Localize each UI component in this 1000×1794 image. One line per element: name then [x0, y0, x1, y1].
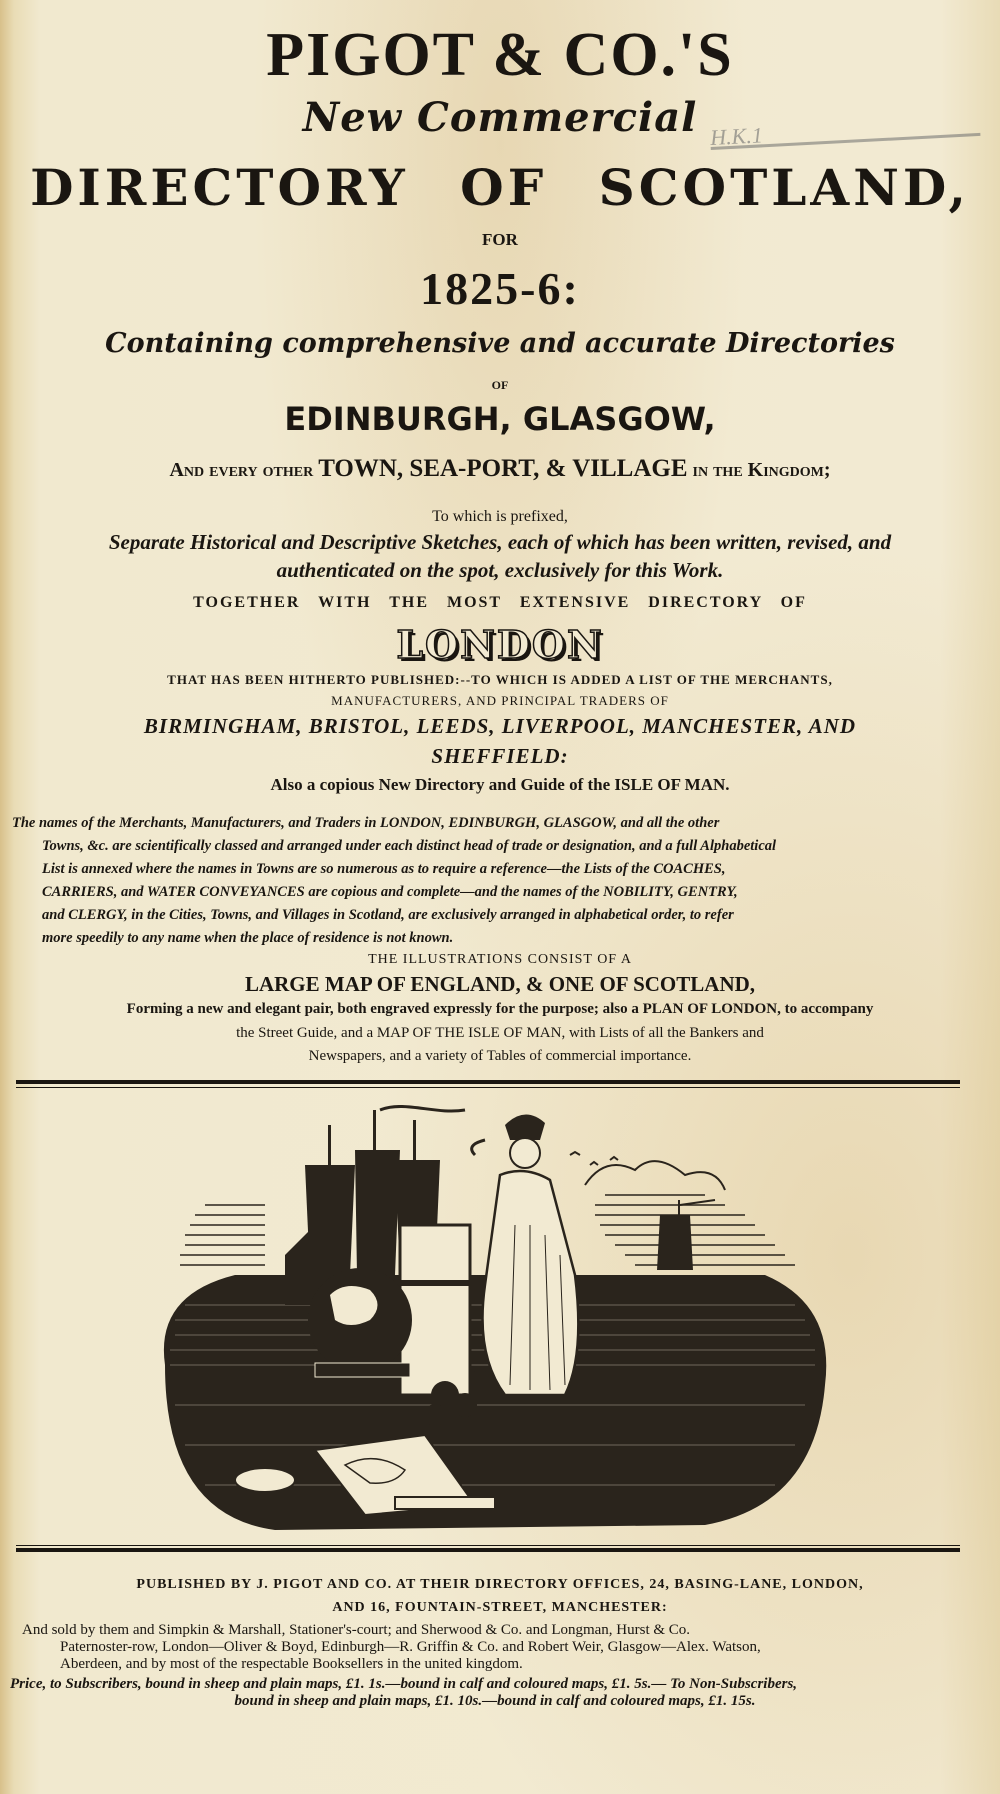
- price-paragraph: [10, 1676, 980, 1710]
- commerce-engraving: [145, 1105, 835, 1535]
- for-label: FOR: [482, 230, 518, 249]
- cities-heading: EDINBURGH, GLASGOW,: [284, 400, 716, 438]
- published-line-2: AND 16, FOUNTAIN-STREET, MANCHESTER:: [332, 1600, 668, 1615]
- description-line: Towns, &c. are scientifically classed and arranged under each distinct head of trade or designation, and a full Alphabetical: [42, 838, 777, 854]
- forming-line: the Street Guide, and a MAP OF THE ISLE OF MAN, with Lists of all the Bankers and: [236, 1025, 764, 1041]
- every-other-post: in the Kingdom;: [687, 459, 831, 481]
- description-line: CARRIERS, and WATER CONVEYANCES are copious and complete—and the names of the NOBILITY, GENTRY,: [42, 884, 738, 900]
- containing-line: Containing comprehensive and accurate Directories: [105, 328, 895, 359]
- illustrations-label: THE ILLUSTRATIONS CONSIST OF A: [368, 952, 632, 967]
- english-towns-line: BIRMINGHAM, BRISTOL, LEEDS, LIVERPOOL, MANCHESTER, AND: [143, 714, 857, 738]
- subtitle-blackletter: New Commercial: [302, 94, 698, 141]
- years: 1825-6:: [420, 263, 580, 314]
- maps-heading: LARGE MAP OF ENGLAND, & ONE OF SCOTLAND,: [244, 972, 756, 996]
- published-line-1: PUBLISHED BY J. PIGOT AND CO. AT THEIR DIRECTORY OFFICES, 24, BASING-LANE, LONDON,: [136, 1577, 864, 1592]
- description-line: List is annexed where the names in Towns are so numerous as to require a reference—the Lists of the COACHES,: [42, 861, 726, 877]
- pencil-annotation: H.K.1: [710, 111, 981, 150]
- publisher-heading: PIGOT & CO.'S: [266, 21, 734, 89]
- every-other-pre: And every other: [169, 459, 319, 481]
- description-paragraph: [12, 812, 972, 950]
- every-other-line: [0, 455, 1000, 483]
- forming-line: Newspapers, and a variety of Tables of commercial importance.: [308, 1048, 692, 1064]
- price-line: bound in sheep and plain maps, £1. 10s.—bound in calf and coloured maps, £1. 15s.: [234, 1693, 756, 1709]
- every-other-big: TOWN, SEA-PORT, & VILLAGE: [318, 455, 688, 482]
- top-double-rule: [16, 1080, 960, 1088]
- description-line: and CLERGY, in the Cities, Towns, and Villages in Scotland, are exclusively arranged in alphabetical order, to refer: [42, 907, 734, 923]
- description-line: The names of the Merchants, Manufacturers, and Traders in LONDON, EDINBURGH, GLASGOW, and all the other: [12, 815, 720, 831]
- sold-line: Aberdeen, and by most of the respectable Booksellers in the united kingdom.: [60, 1656, 523, 1672]
- manufacturers-line: MANUFACTURERS, AND PRINCIPAL TRADERS OF: [331, 693, 669, 708]
- description-line: more speedily to any name when the place of residence is not known.: [42, 930, 454, 946]
- sold-line: Paternoster-row, London—Oliver & Boyd, Edinburgh—R. Griffin & Co. and Robert Weir, Glasgow—Alex. Watson,: [60, 1639, 761, 1655]
- price-line: Price, to Subscribers, bound in sheep and plain maps, £1. 1s.—bound in calf and coloured maps, £1. 5s.— To Non-Subscribers,: [10, 1676, 798, 1692]
- sketches-line-2: authenticated on the spot, exclusively for this Work.: [276, 558, 724, 582]
- prefixed-line: To which is prefixed,: [432, 508, 568, 525]
- sketches-line-1: Separate Historical and Descriptive Sketches, each of which has been written, revised, and: [108, 530, 892, 554]
- of-label: OF: [491, 378, 509, 392]
- main-title: DIRECTORY OF SCOTLAND,: [30, 158, 970, 217]
- isle-of-man-line: Also a copious New Directory and Guide of the ISLE OF MAN.: [270, 775, 730, 794]
- sold-line: And sold by them and Simpkin & Marshall, Stationer's-court; and Sherwood & Co. and Longman, Hurst & Co.: [22, 1622, 691, 1638]
- hitherto-line: THAT HAS BEEN HITHERTO PUBLISHED:--TO WHICH IS ADDED A LIST OF THE MERCHANTS,: [167, 672, 833, 687]
- sold-by-paragraph: [22, 1622, 982, 1673]
- forming-line: Forming a new and elegant pair, both engraved expressly for the purpose; also a PLAN OF LONDON, to accompany: [126, 1001, 874, 1017]
- sheffield-line: SHEFFIELD:: [431, 744, 569, 768]
- bottom-double-rule: [16, 1545, 960, 1552]
- london-heading: LONDON: [396, 622, 604, 667]
- together-line: TOGETHER WITH THE MOST EXTENSIVE DIRECTORY OF: [193, 594, 807, 611]
